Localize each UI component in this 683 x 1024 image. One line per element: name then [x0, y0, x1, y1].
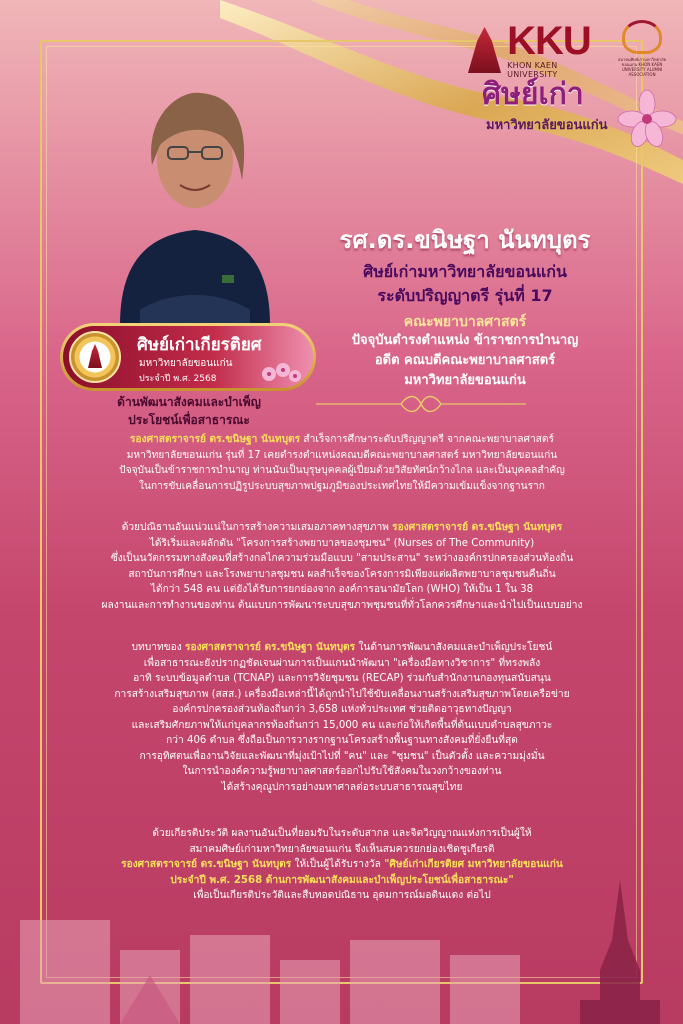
- position-line-1: ปัจจุบันดำรงตำแหน่ง ข้าราชการบำนาญ: [351, 333, 579, 348]
- p3-line: เพื่อสาธารณะยังปรากฏชัดเจนผ่านการเป็นแกนนำพัฒนา "เครื่องมือทางวิชาการ" ที่ทรงพลัง: [143, 657, 541, 669]
- honoree-name-highlight: รองศาสตราจารย์ ดร.ขนิษฐา นันทบุตร: [392, 522, 563, 533]
- faculty-name: คณะพยาบาลศาสตร์: [403, 314, 527, 330]
- category-line-2: ประโยชน์เพื่อสาธารณะ: [128, 413, 250, 427]
- honoree-name-highlight: รองศาสตราจารย์ ดร.ขนิษฐา นันทบุตร: [130, 434, 301, 445]
- p4-line: เพื่อเป็นเกียรติประวัติและสืบทอดปณิธาน อุดมการณ์มอดินแดง ต่อไป: [193, 890, 491, 901]
- p3-text: ในด้านการพัฒนาสังคมและบำเพ็ญประโยชน์: [355, 642, 553, 653]
- honoree-name-highlight: รองศาสตราจารย์ ดร.ขนิษฐา นันทบุตร: [121, 859, 292, 870]
- p3-line: ได้สร้างคุณูปการอย่างมหาศาลต่อระบบสาธารณสุขไทย: [221, 781, 463, 793]
- alumni-subtitle: มหาวิทยาลัยขอนแก่น: [486, 118, 608, 133]
- award-name-highlight: ประจำปี พ.ศ. 2568 ด้านการพัฒนาสังคมและบำเพ็ญประโยชน์เพื่อสาธารณะ": [170, 874, 514, 886]
- flower-icon: [259, 360, 303, 388]
- award-category: [64, 393, 314, 429]
- paragraph-3: [72, 640, 612, 795]
- p3-line: องค์กรปกครองส่วนท้องถิ่นกว่า 3,658 แห่งทั่วประเทศ ช่วยติดอาวุธทางปัญญา: [172, 704, 512, 715]
- campus-skyline-decoration: [0, 880, 683, 1024]
- p1-line: ในการขับเคลื่อนการปฏิรูประบบสุขภาพปฐมภูมิของประเทศไทยให้มีความเข้มแข็งจากฐานราก: [139, 480, 545, 492]
- kku-wordmark: KKU: [507, 19, 591, 63]
- p4-line: สมาคมศิษย์เก่ามหาวิทยาลัยขอนแก่น จึงเห็นสมควรยกย่องเชิดชูเกียรติ: [189, 843, 495, 855]
- award-university: มหาวิทยาลัยขอนแก่น: [139, 358, 233, 369]
- ornament-divider: [296, 392, 546, 416]
- award-name-highlight: "ศิษย์เก่าเกียรติยศ มหาวิทยาลัยขอนแก่น: [384, 859, 563, 870]
- position-info: [300, 331, 630, 391]
- kku-name: KHON KAEN UNIVERSITY: [507, 61, 558, 79]
- degree-line-2: ระดับปริญญาตรี รุ่นที่ 17: [377, 286, 553, 305]
- p1-line: มหาวิทยาลัยขอนแก่น รุ่นที่ 17 เคยดำรงตำแหน่งคณบดีคณะพยาบาลศาสตร์ มหาวิทยาลัยขอนแก่น: [126, 449, 558, 461]
- p3-line: และเสริมศักยภาพให้แก่บุคลากรท้องถิ่นกว่า 15,000 คน และก่อให้เกิดพื้นที่ต้นแบบตำบลสุขภาวะ: [131, 719, 553, 731]
- p3-line: อาทิ ระบบข้อมูลตำบล (TCNAP) และการวิจัยชุมชน (RECAP) ร่วมกับสำนักงานกองทุนสนับสนุน: [133, 673, 551, 684]
- p2-line: ได้ริเริ่มและผลักดัน "โครงการสร้างพยาบาลของชุมชน" (Nurses of The Community): [149, 537, 535, 549]
- alumni-title: ศิษย์เก่า: [482, 77, 584, 112]
- award-year: ประจำปี พ.ศ. 2568: [139, 374, 217, 384]
- p3-line: ในการนำองค์ความรู้พยาบาลศาสตร์ออกไปรับใช้สังคมในวงกว้างของท่าน: [182, 766, 502, 777]
- degree-info: [300, 260, 630, 308]
- position-line-2: อดีต คณบดีคณะพยาบาลศาสตร์: [374, 353, 556, 368]
- p2-line: ซึ่งเป็นนวัตกรรมทางสังคมที่สร้างกลไกความร่วมมือแบบ "สามประสาน" ระหว่างองค์กรปกครองส่วนท้องถิ่น: [110, 553, 574, 564]
- association-emblem-icon: [622, 20, 662, 54]
- award-badge: [60, 323, 316, 391]
- p4-line: ด้วยเกียรติประวัติ ผลงานอันเป็นที่ยอมรับในระดับสากล และจิตวิญญาณแห่งการเป็นผู้ให้: [152, 828, 532, 839]
- p3-text: บทบาทของ: [131, 642, 185, 653]
- p3-line: การอุทิศตนเพื่องานวิจัยและพัฒนาที่มุ่งเป้าไปที่ "คน" และ "ชุมชน" เป็นตัวตั้ง และความมุ่งมั่น: [139, 750, 545, 762]
- portrait-photo: [100, 85, 290, 325]
- p2-line: สถาบันการศึกษา และโรงพยาบาลชุมชน ผลสำเร็จของโครงการมิเพียงแต่ผลิตพยาบาลชุมชนคืนถิ่น: [128, 568, 556, 580]
- p2-line: ผลงานและการทำงานของท่าน ต้นแบบการพัฒนาระบบสุขภาพชุมชนที่ทั่วโลกควรศึกษาและนำไปเป็นแบบอย่าง: [101, 599, 583, 611]
- category-line-1: ด้านพัฒนาสังคมและบำเพ็ญ: [117, 395, 261, 409]
- p3-line: การสร้างเสริมสุขภาพ (สสส.) เครื่องมือเหล่านี้ได้ถูกนำไปใช้ขับเคลื่อนงานสร้างเสริมสุขภาพโดยเครือข่าย: [114, 688, 570, 700]
- p2-text: ด้วยปณิธานอันแน่วแน่ในการสร้างความเสมอภาคทางสุขภาพ: [121, 522, 393, 533]
- award-title: ศิษย์เก่าเกียรติยศ: [137, 335, 262, 355]
- honoree-name-highlight: รองศาสตราจารย์ ดร.ขนิษฐา นันทบุตร: [184, 642, 356, 653]
- position-line-3: มหาวิทยาลัยขอนแก่น: [404, 373, 526, 388]
- p3-line: กว่า 406 ตำบล ซึ่งถือเป็นการวางรากฐานโครงสร้างพื้นฐานทางสังคมที่ยั่งยืนที่สุด: [166, 735, 518, 746]
- p1-text: สำเร็จการศึกษาระดับปริญญาตรี จากคณะพยาบาลศาสตร์: [300, 434, 554, 445]
- kku-seal-icon: [69, 331, 121, 383]
- kku-emblem-icon: [468, 27, 501, 73]
- paragraph-1: [72, 432, 612, 494]
- association-name: สมาคมศิษย์เก่ามหาวิทยาลัยขอนแก่น KHON KAEN UNIVERSITY ALUMNI ASSOCIATION: [618, 57, 666, 77]
- degree-line-1: ศิษย์เก่ามหาวิทยาลัยขอนแก่น: [363, 262, 567, 281]
- p2-line: ได้กว่า 548 คน แต่ยังได้รับการยกย่องจาก องค์การอนามัยโลก (WHO) ให้เป็น 1 ใน 38: [150, 584, 534, 595]
- p4-text: ให้เป็นผู้ได้รับรางวัล: [291, 859, 385, 870]
- p1-line: ปัจจุบันเป็นข้าราชการบำนาญ ท่านนับเป็นบุรุษบุคคลผู้เปี่ยมด้วยวิสัยทัศน์กว้างไกล และเป็นบุคคลสำคัญ: [119, 465, 565, 476]
- kku-logo: [468, 20, 608, 80]
- paragraph-2: [72, 520, 612, 613]
- alumni-association-logo: [614, 20, 670, 78]
- honoree-name: รศ.ดร.ขนิษฐา นันทบุตร: [339, 226, 591, 254]
- orchid-flower-icon: [612, 84, 682, 154]
